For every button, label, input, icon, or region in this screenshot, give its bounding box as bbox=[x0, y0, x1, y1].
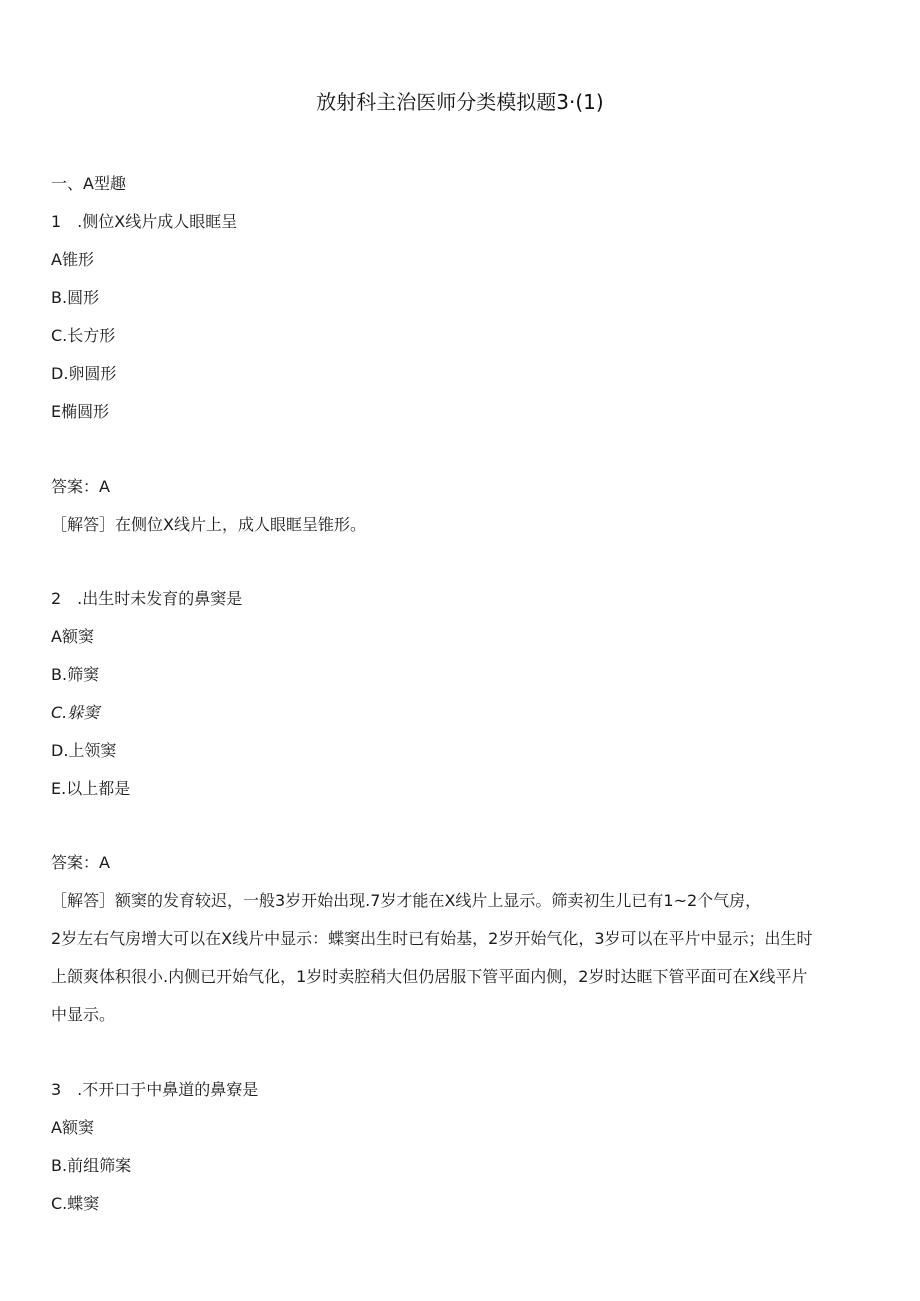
question-1-option-c: C.长方形 bbox=[51, 326, 116, 345]
question-3-option-c: C.蝶窦 bbox=[51, 1194, 100, 1213]
section-heading: 一、A型趣 bbox=[51, 174, 126, 193]
question-1-option-a: A锥形 bbox=[51, 250, 94, 269]
question-2-option-d: D.上领窦 bbox=[51, 741, 117, 760]
question-2-explanation bbox=[51, 882, 863, 1034]
question-2-option-e: E.以上都是 bbox=[51, 779, 131, 798]
question-2-option-c: C.躲窦 bbox=[51, 703, 100, 722]
question-2-option-a: A额窦 bbox=[51, 627, 94, 646]
question-2-stem: 2 .出生时未发育的鼻窦是 bbox=[51, 589, 243, 608]
explanation-line: 中显示。 bbox=[51, 1005, 116, 1024]
explanation-line: ［解答］额窦的发育较迟，一般3岁开始出现.7岁才能在X线片上显示。筛卖初生儿已有1~2个气房， bbox=[51, 891, 762, 910]
explanation-line: 上颌爽体积很小.内侧已开始气化，1岁时卖腔稍大但仍居服下管平面内侧，2岁时达眶下管平面可在X线平片 bbox=[51, 967, 808, 986]
question-3-option-b: B.前组筛案 bbox=[51, 1156, 132, 1175]
explanation-line: 2岁左右气房增大可以在X线片中显示：蝶窦出生时已有始基，2岁开始气化，3岁可以在平片中显示；出生时 bbox=[51, 929, 813, 948]
question-1-option-b: B.圆形 bbox=[51, 288, 100, 307]
question-1-option-d: D.卵圆形 bbox=[51, 364, 117, 383]
question-3-stem: 3 .不开口于中鼻道的鼻寮是 bbox=[51, 1080, 259, 1099]
question-1-explanation: ［解答］在侧位X线片上，成人眼眶呈锥形。 bbox=[51, 515, 366, 534]
question-3-option-a: A额窦 bbox=[51, 1118, 94, 1137]
question-1-stem: 1 .侧位X线片成人眼眶呈 bbox=[51, 212, 238, 231]
question-1-option-e: E椭圆形 bbox=[51, 402, 110, 421]
question-2-option-b: B.筛窦 bbox=[51, 665, 100, 684]
document-title: 放射科主治医师分类模拟题3·(1) bbox=[316, 90, 604, 114]
question-1-answer: 答案：A bbox=[51, 477, 110, 496]
question-2-answer: 答案：A bbox=[51, 853, 110, 872]
